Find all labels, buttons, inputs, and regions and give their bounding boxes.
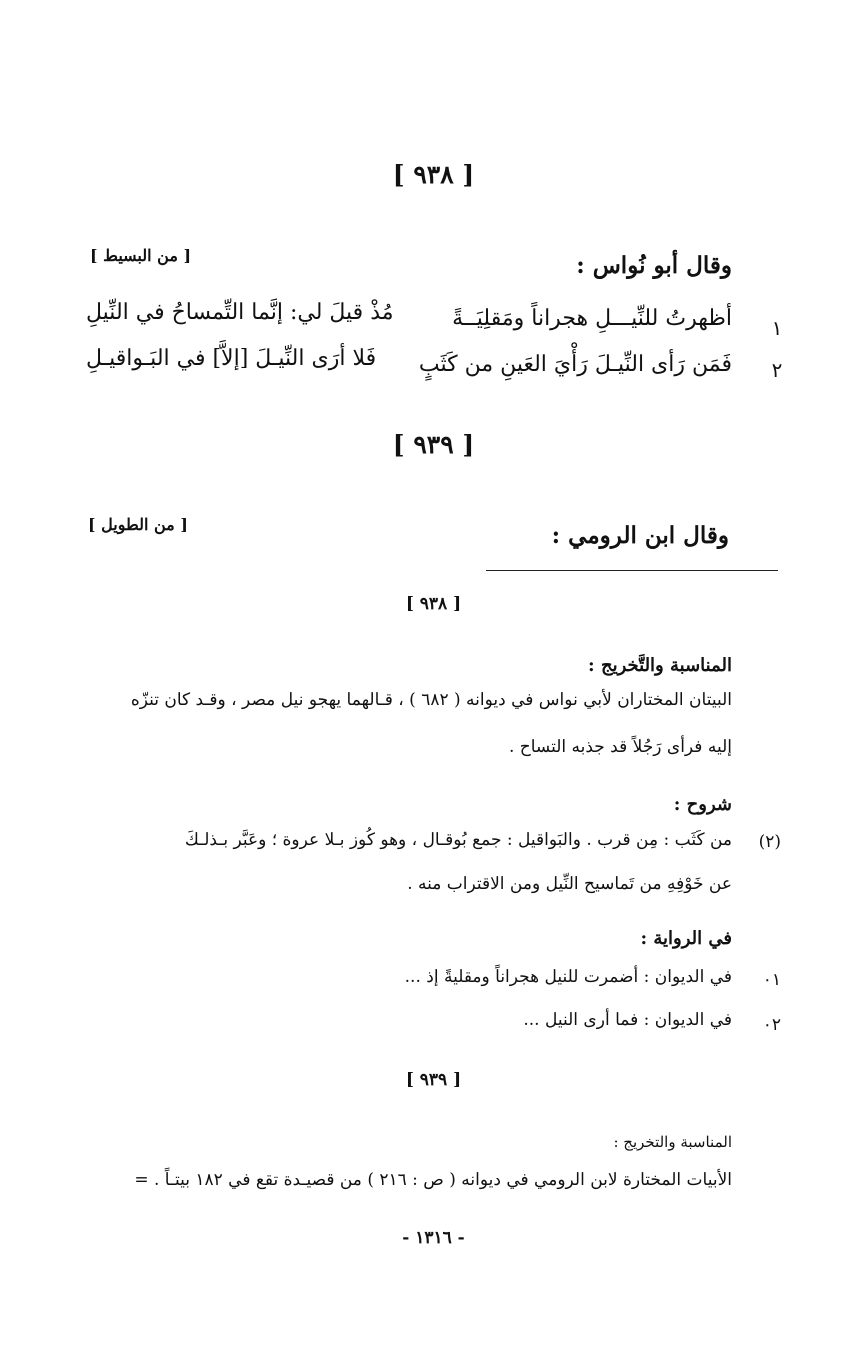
- footnote-heading: في الرواية :: [640, 928, 732, 949]
- verse-first-hemistich: فَمَن رَأى النِّيـلَ رَأْيَ العَينِ من كَثَبٍ: [418, 352, 732, 377]
- footnote-separator: [486, 570, 778, 571]
- footnote-heading: المناسبة والتَّخريج :: [588, 655, 732, 676]
- verse-second-hemistich: فَلا أرَى النِّيـلَ [إلاَّ] في البَـواقيـلِ: [86, 346, 377, 371]
- footnote-paragraph-line: عن خَوْفِهِ من تَماسيح النِّيل ومن الاقتراب منه .: [407, 874, 732, 894]
- footnote-paragraph-line: في الديوان : فما أرى النيل ...: [523, 1010, 732, 1030]
- poem-number: [ ٩٣٩ ]: [392, 430, 475, 459]
- footnote-paragraph-line: إليه فرأى رَجُلاً قد جذبه التساح .: [508, 737, 732, 757]
- verse-number: ١: [771, 316, 783, 340]
- footnote-paragraph-line: الأبيات المختارة لابن الرومي في ديوانه ( ص : ٢١٦ ) من قصيـدة تقع في ١٨٢ بيتـاً . =: [134, 1170, 732, 1190]
- verse-first-hemistich: أظهرتُ للنِّيـــلِ هجراناً ومَقلِيَــةً: [452, 306, 732, 331]
- footnote-paragraph-line: البيتان المختاران لأبي نواس في ديوانه ( ٦٨٢ ) ، قـالهما يهجو نيل مصر ، وقـد كان تنزّه: [130, 690, 732, 710]
- footnote-section-number: [ ٩٣٩ ]: [405, 1070, 462, 1090]
- poem-number: [ ٩٣٨ ]: [392, 160, 475, 189]
- footnote-marker: (٢): [758, 832, 781, 852]
- footnote-section-number: [ ٩٣٨ ]: [405, 594, 462, 614]
- footnote-paragraph-line: من كَثَب : مِن قرب . والبَواقيل : جمع بُوقـال ، وهو كُوز بـلا عروة ؛ وعَبَّر بـذلـكَ: [184, 830, 732, 850]
- footnote-heading: شروح :: [673, 794, 732, 815]
- footnote-marker: ٠٢: [762, 1015, 781, 1035]
- poem-intro: وقال أبو نُواس :: [576, 252, 732, 279]
- footnote-heading: المناسبة والتخريج :: [613, 1133, 732, 1151]
- verse-number: ٢: [771, 358, 783, 382]
- footnote-marker: ٠١: [762, 970, 781, 990]
- verse-second-hemistich: مُذْ قيلَ لي: إنَّما التِّمساحُ في النِّيلِ: [86, 300, 394, 325]
- page-number: - ١٣١٦ -: [402, 1228, 465, 1248]
- footnote-paragraph-line: في الديوان : أضمرت للنيل هجراناً ومقليةً إذ ...: [404, 967, 732, 987]
- meter-label: [ من الطويل ]: [88, 515, 188, 534]
- meter-label: [ من البسيط ]: [90, 246, 192, 265]
- poem-intro: وقال ابن الرومي :: [551, 522, 729, 549]
